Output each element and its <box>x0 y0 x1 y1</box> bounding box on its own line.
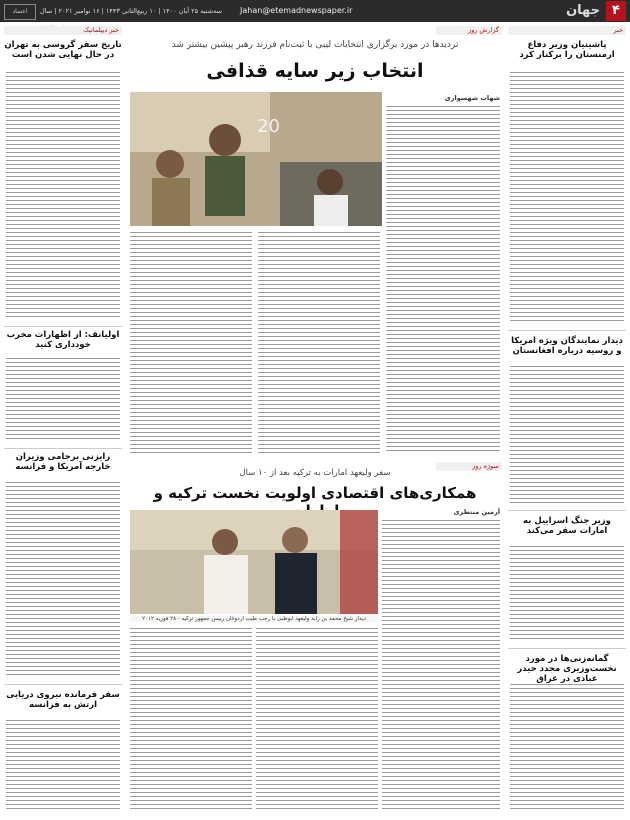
left-article-4-body <box>6 720 120 812</box>
divider <box>508 510 626 511</box>
main-story-title: انتخاب زیر سایه قذافی <box>206 60 424 82</box>
divider <box>4 684 122 685</box>
second-story-title: همکاری‌های اقتصادی اولویت نخست ترکیه و <box>153 484 477 502</box>
second-story-subtitle: سفر ولیعهد امارات به ترکیه بعد از ۱۰ سال <box>239 468 391 478</box>
masthead-bar <box>0 0 630 22</box>
page-number: ۴ <box>606 1 626 21</box>
section-email: Jahan@etemadnewspaper.ir <box>240 6 353 15</box>
left-article-4-title: سفر فرمانده نیروی دریایی ارتش به فرانسه <box>6 690 120 710</box>
second-story-body-col3 <box>130 628 252 810</box>
divider <box>4 448 122 449</box>
right-article-4-body <box>510 684 624 812</box>
right-column-label: خبر <box>508 26 626 35</box>
section-name: جهان <box>566 3 600 18</box>
right-article-2-body <box>510 366 624 504</box>
main-story-body-col3 <box>130 232 252 454</box>
left-article-3-title: رایزنی برجامی وزیران خارجه آمریکا و فرانسه <box>15 452 111 472</box>
second-story-label: سوژه روز <box>436 462 502 471</box>
right-article-2-title: دیدار نمایندگان ویژه امریکا و روسیه درباره افغانستان <box>511 336 623 356</box>
second-story-photo <box>130 510 378 614</box>
erdogan-mbz-photo <box>130 510 378 614</box>
left-article-1-body <box>6 72 120 320</box>
second-story <box>128 462 502 816</box>
main-story-body-col2 <box>258 232 380 454</box>
svg-text:20: 20 <box>257 116 280 137</box>
left-article-1-title: تاریخ سفر گروسی به تهران در حال نهایی شدن است <box>4 40 122 60</box>
second-story-caption: دیدار شیخ محمد بن زاید ولیعهد ابوظبی با رجب طیب اردوغان رییس جمهور ترکیه - ۲۸ فوریه ۲۰۱۲ <box>130 616 378 622</box>
divider <box>4 326 122 327</box>
main-story-label: گزارش روز <box>436 26 502 35</box>
right-article-3-title: وزیر جنگ اسراییل به امارات سفر می‌کند <box>523 516 611 536</box>
second-story-body-col2 <box>256 628 378 810</box>
right-article-1-body <box>510 72 624 322</box>
main-story-byline: شهاب شهسواری <box>444 94 500 102</box>
newspaper-logo: اعتماد <box>4 4 36 20</box>
main-story <box>128 26 502 460</box>
main-story-body-col1 <box>386 106 500 454</box>
right-article-1-title: پاشینیان وزیر دفاع ارمنستان را برکنار کرد <box>519 40 615 60</box>
divider <box>508 648 626 649</box>
second-story-byline: آرمین منتظری <box>453 508 500 516</box>
divider <box>508 330 626 331</box>
main-story-photo <box>130 92 382 226</box>
main-story-subtitle: تردیدها در مورد برگزاری انتخابات لیبی با ثبت‌نام فرزند رهبر پیشین بیشتر شد <box>171 40 459 50</box>
right-article-4-title: گمانه‌زنی‌ها در مورد نخست‌وزیری مجدد حیدر عبادی در عراق <box>517 654 617 684</box>
second-story-body-col1 <box>382 520 500 810</box>
left-column <box>4 26 122 816</box>
right-column <box>508 26 626 816</box>
left-article-3-body <box>6 482 120 678</box>
left-column-label: خبر دیپلماتیک <box>4 26 122 35</box>
dateline: سه‌شنبه ۲۵ آبان ۱۴۰۰ | ۱۰ ربیع‌الثانی ۱۴۴۳ | ۱۶ نوامبر ۲۰۲۱ | سال <box>40 7 222 15</box>
left-article-2-body <box>6 358 120 442</box>
right-article-3-body <box>510 546 624 642</box>
libya-candidates-photo <box>130 92 382 226</box>
left-article-2-title: اولیانف: از اظهارات مخرب خودداری کنید <box>6 330 120 350</box>
